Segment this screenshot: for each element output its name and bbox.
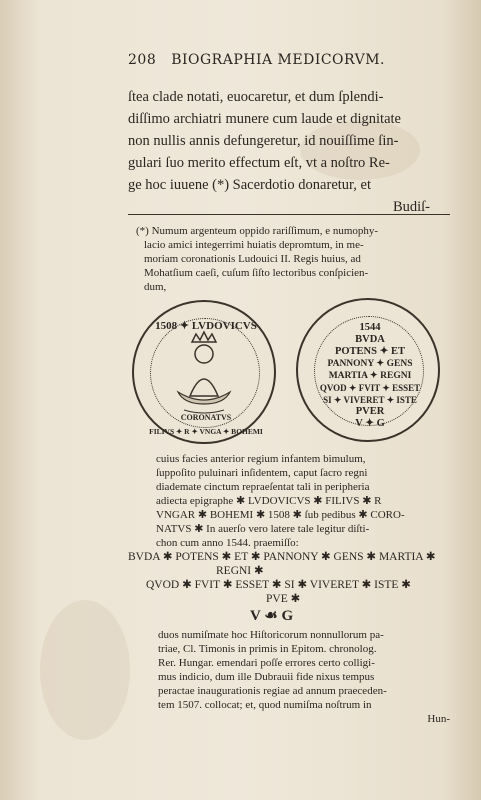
footnote	[136, 224, 454, 294]
main-text-line: gulari ſuo merito effectum eſt, vt a noſtro Re-	[128, 155, 390, 171]
closing-line: Rer. Hungar. emendari poſſe errores certo colligi-	[158, 657, 375, 669]
closing-catchword: Hun-	[427, 713, 450, 725]
legend-line-2: REGNI ✱	[216, 565, 264, 577]
footnote-line: moriam coronationis Ludouici II. Regis huius, ad	[144, 253, 361, 265]
legend-line-4: PVE ✱	[266, 593, 301, 605]
coin-reverse-line: QVOD ✦ FVIT ✦ ESSET	[319, 383, 421, 393]
coin-obverse-inscription: 1508 ✦ LVDOVICVS	[155, 320, 257, 332]
page-header	[128, 52, 448, 68]
coin-reverse-line: 1544	[359, 322, 381, 333]
closing-line: mus indicio, dum ille Dubrauii fide nixus tempus	[158, 671, 375, 683]
main-text-catchword: Budiſ-	[392, 199, 430, 215]
footnote-line: Mohatſium caeſi, cuſum ſiſto lectoribus conſpicien-	[144, 267, 369, 279]
closing-line: triae, Cl. Timonis in primis in Epitom. chronolog.	[158, 643, 377, 655]
main-text-line: diſſimo archiatri munere cum laude et dignitate	[128, 111, 401, 127]
main-text-line: non nullis annis defungeretur, id nouiſſime ſin-	[128, 133, 399, 149]
running-title: BIOGRAPHIA MEDICORVM.	[171, 52, 385, 68]
coin-reverse-line: PANNONY ✦ GENS	[327, 359, 413, 369]
coin-reverse-line: V ✦ G	[355, 418, 385, 429]
coin-reverse-line: BVDA	[355, 334, 385, 345]
main-text	[128, 86, 450, 218]
continuation-line: VNGAR ✱ BOHEMI ✱ 1508 ✱ ſub pedibus ✱ CORO-	[156, 509, 405, 521]
coin-reverse-line: MARTIA ✦ REGNI	[328, 371, 412, 381]
closing-line: duos numiſmate hoc Hiſtoricorum nonnullorum pa-	[158, 629, 384, 641]
coin-obverse	[132, 300, 276, 444]
main-text-line: ge hoc iuuene (*) Sacerdotio donaretur, et	[128, 177, 372, 193]
coin-reverse-line: POTENS ✦ ET	[334, 346, 406, 357]
main-text-line: ſtea clade notati, euocaretur, et dum ſplendi-	[128, 89, 384, 105]
legend-line-1: BVDA ✱ POTENS ✱ ET ✱ PANNONY ✱ GENS ✱ MARTIA ✱	[128, 551, 436, 563]
footnote-continuation	[128, 452, 450, 550]
legend-line-3: QVOD ✱ FVIT ✱ ESSET ✱ SI ✱ VIVERET ✱ ISTE ✱	[146, 579, 411, 591]
footnote-line: dum,	[144, 281, 167, 293]
coin-obverse-banner: CORONATVS	[180, 413, 232, 422]
coin-reverse-line: PVER	[355, 406, 385, 417]
closing-line: peractae inaugurationis regiae ad annum praeceden-	[158, 685, 387, 697]
coin-obverse-side-inscription: FILIVS ✦ R ✦ VNGA ✦ BOHEMI	[149, 427, 263, 436]
footnote-line: lacio amici integerrimi huiatis depromtum, in me-	[144, 239, 364, 251]
coin-illustration	[128, 296, 458, 448]
legend-monogram: V ☙ G	[250, 608, 294, 624]
page-number: 208	[128, 52, 157, 68]
continuation-line: adiecta epigraphe ✱ LVDOVICVS ✱ FILIVS ✱ R	[156, 495, 382, 507]
closing-text	[158, 628, 454, 726]
coin-reverse	[296, 298, 440, 442]
footnote-rule	[128, 214, 450, 215]
coin-reverse-line: SI ✦ VIVERET ✦ ISTE	[323, 395, 417, 405]
continuation-line: chon cum anno 1544. praemiſſo:	[156, 537, 299, 549]
continuation-line: diademate cinctum repraeſentat tali in peripheria	[156, 481, 370, 493]
continuation-line: NATVS ✱ In auerſo vero latere tale legitur diſti-	[156, 523, 370, 535]
continuation-line: ſuppoſito puluinari inſidentem, caput ſacro regni	[156, 467, 368, 479]
continuation-line: cuius facies anterior regium infantem bimulum,	[156, 453, 366, 465]
closing-line: tem 1507. collocat; et, quod numiſma noſtrum in	[158, 699, 372, 711]
footnote-line: (*) Numum argenteum oppido rariſſimum, e numophy-	[136, 225, 379, 237]
